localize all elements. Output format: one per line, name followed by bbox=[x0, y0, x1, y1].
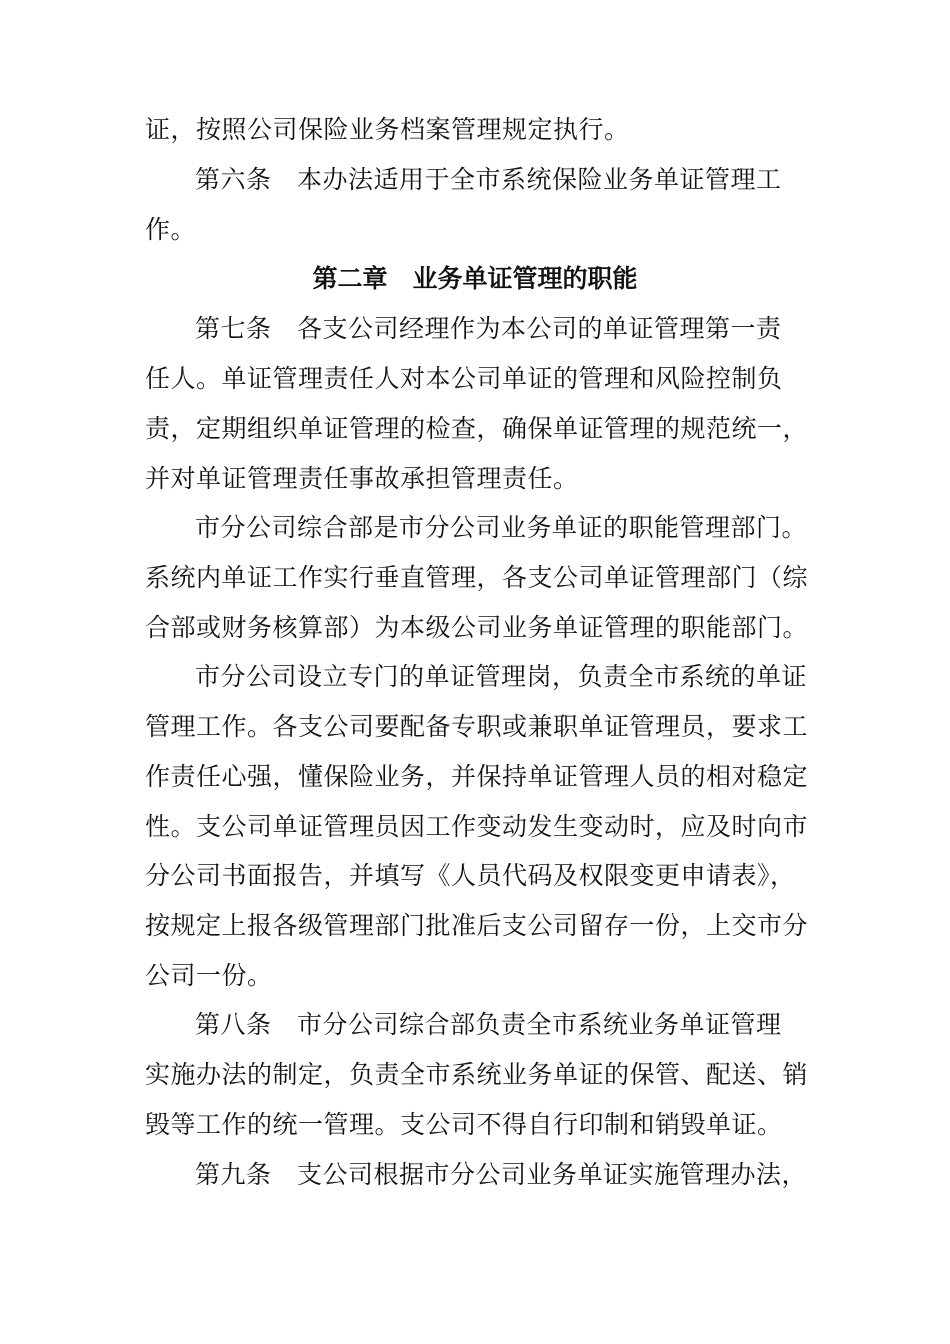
text-line: 任人。单证管理责任人对本公司单证的管理和风险控制负 bbox=[145, 364, 783, 393]
text-line: 责，定期组织单证管理的检查，确保单证管理的规范统一， bbox=[145, 414, 809, 443]
paragraph-start-line: 市分公司综合部是市分公司业务单证的职能管理部门。 bbox=[195, 513, 808, 542]
text-line: 公司一份。 bbox=[145, 961, 273, 990]
text-line: 实施办法的制定，负责全市系统业务单证的保管、配送、销 bbox=[145, 1060, 809, 1089]
text-line: 作。 bbox=[145, 215, 197, 244]
text-line: 合部或财务核算部）为本级公司业务单证管理的职能部门。 bbox=[145, 613, 809, 642]
article-6-line: 第六条 本办法适用于全市系统保险业务单证管理工 bbox=[195, 165, 782, 194]
chapter-heading: 第二章 业务单证管理的职能 bbox=[312, 264, 638, 293]
text-line: 证，按照公司保险业务档案管理规定执行。 bbox=[145, 115, 630, 144]
text-line: 性。支公司单证管理员因工作变动发生变动时，应及时向市 bbox=[145, 812, 809, 841]
text-line: 系统内单证工作实行垂直管理，各支公司单证管理部门（综 bbox=[145, 563, 809, 592]
article-9-line: 第九条 支公司根据市分公司业务单证实施管理办法， bbox=[195, 1160, 808, 1189]
text-line: 管理工作。各支公司要配备专职或兼职单证管理员，要求工 bbox=[145, 712, 809, 741]
article-8-line: 第八条 市分公司综合部负责全市系统业务单证管理 bbox=[195, 1010, 782, 1039]
text-line: 按规定上报各级管理部门批准后支公司留存一份，上交市分 bbox=[145, 911, 809, 940]
paragraph-start-line: 市分公司设立专门的单证管理岗，负责全市系统的单证 bbox=[195, 662, 808, 691]
article-7-line: 第七条 各支公司经理作为本公司的单证管理第一责 bbox=[195, 314, 782, 343]
text-line: 并对单证管理责任事故承担管理责任。 bbox=[145, 464, 579, 493]
text-line: 毁等工作的统一管理。支公司不得自行印制和销毁单证。 bbox=[145, 1110, 783, 1139]
text-line: 作责任心强，懂保险业务，并保持单证管理人员的相对稳定 bbox=[145, 762, 809, 791]
text-line: 分公司书面报告，并填写《人员代码及权限变更申请表》， bbox=[145, 861, 796, 890]
